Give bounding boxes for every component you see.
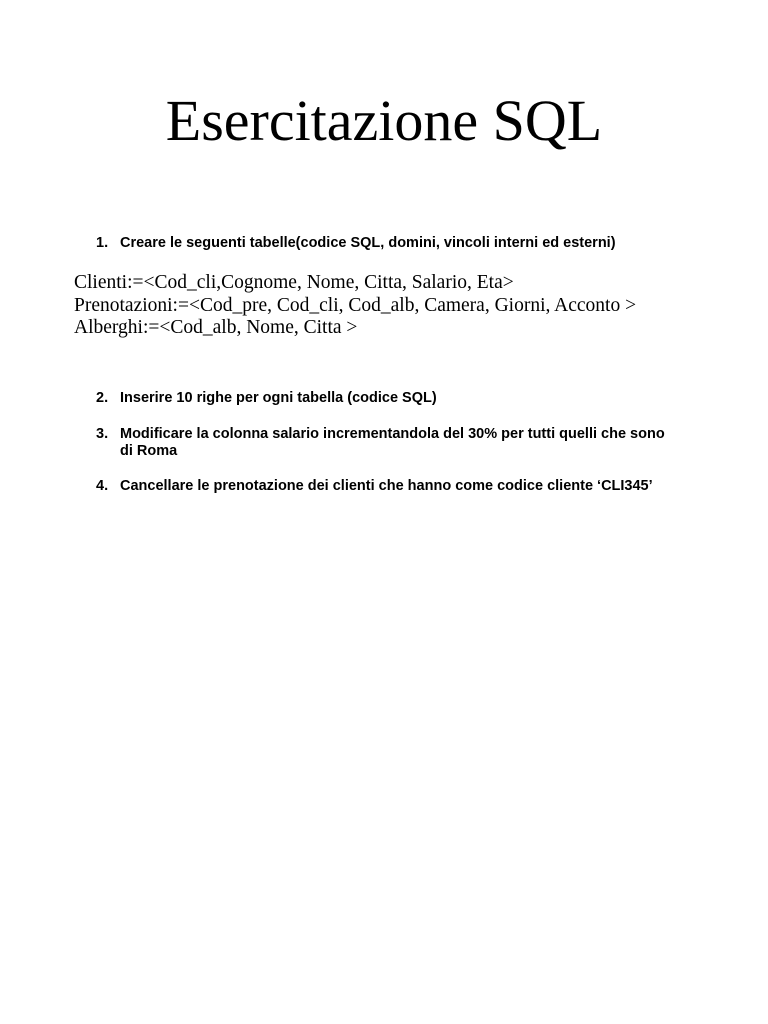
task-item <box>96 390 706 407</box>
task-text: Creare le seguenti tabelle(codice SQL, domini, vincoli interni ed esterni) <box>120 235 616 251</box>
task-number: 1. <box>96 235 109 251</box>
task-number: 4. <box>96 478 109 494</box>
task-text: Cancellare le prenotazione dei clienti che hanno come codice cliente ‘CLI345’ <box>120 478 653 494</box>
page-title: Esercitazione SQL <box>165 88 603 153</box>
task-text: Modificare la colonna salario incrementandola del 30% per tutti quelli che sono di Roma <box>120 426 665 459</box>
task-text: Inserire 10 righe per ogni tabella (codice SQL) <box>120 390 437 406</box>
schema-line-alberghi: Alberghi:=<Cod_alb, Nome, Citta > <box>74 317 358 338</box>
task-number: 3. <box>96 426 109 442</box>
schema-block <box>74 272 636 340</box>
task-item <box>96 478 706 495</box>
schema-line-clienti: Clienti:=<Cod_cli,Cognome, Nome, Citta, Salario, Eta> <box>74 272 514 293</box>
task-item <box>96 235 706 252</box>
task-item <box>96 426 666 460</box>
task-number: 2. <box>96 390 109 406</box>
schema-line-prenotazioni: Prenotazioni:=<Cod_pre, Cod_cli, Cod_alb, Camera, Giorni, Acconto > <box>74 294 637 316</box>
